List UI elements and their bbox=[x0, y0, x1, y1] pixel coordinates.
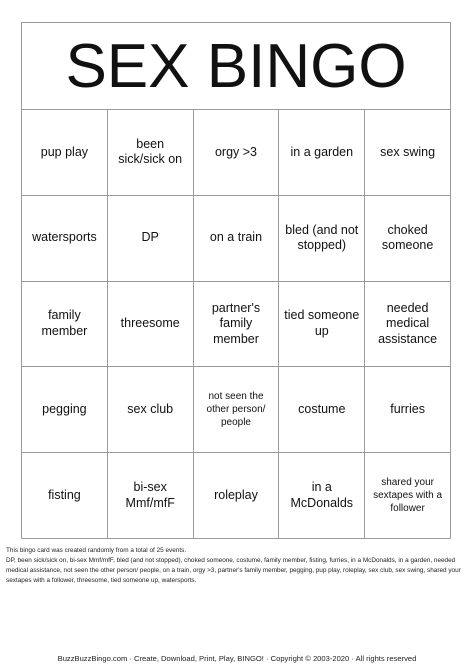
card-description-line1: This bingo card was created randomly from a total of 25 events. bbox=[6, 547, 187, 554]
bingo-title: SEX BINGO bbox=[65, 32, 407, 101]
bingo-cell: needed medical assistance bbox=[365, 282, 451, 368]
card-description bbox=[6, 546, 468, 586]
bingo-title-box bbox=[21, 22, 451, 110]
bingo-cell: pup play bbox=[22, 110, 108, 196]
bingo-cell: DP bbox=[108, 196, 194, 282]
bingo-cell: partner's family member bbox=[194, 282, 280, 368]
bingo-cell: been sick/sick on bbox=[108, 110, 194, 196]
card-description-line2: DP, been sick/sick on, bi-sex Mmf/mfF, bled (and not stopped), choked someone, costume, family member, fisting, furries, in a McDonalds, in a garden, needed medical assistance, not seen the other person/ people, on a train, orgy >3, partner's family member, pegging, pup play, roleplay, sex club, sex swing, shared your sextapes with a follower, threesome, tied someone up, watersports. bbox=[6, 556, 461, 584]
bingo-cell: shared your sextapes with a follower bbox=[365, 453, 451, 539]
bingo-cell: orgy >3 bbox=[194, 110, 280, 196]
bingo-cell: family member bbox=[22, 282, 108, 368]
bingo-cell: bled (and not stopped) bbox=[279, 196, 365, 282]
bingo-cell: threesome bbox=[108, 282, 194, 368]
bingo-cell: roleplay bbox=[194, 453, 280, 539]
bingo-cell: sex club bbox=[108, 367, 194, 453]
bingo-cell: pegging bbox=[22, 367, 108, 453]
site-footer: BuzzBuzzBingo.com · Create, Download, Print, Play, BINGO! · Copyright © 2003-2020 · All rights reserved bbox=[57, 654, 417, 663]
bingo-cell: furries bbox=[365, 367, 451, 453]
bingo-cell: tied someone up bbox=[279, 282, 365, 368]
bingo-cell: bi-sex Mmf/mfF bbox=[108, 453, 194, 539]
bingo-cell: watersports bbox=[22, 196, 108, 282]
bingo-cell: in a garden bbox=[279, 110, 365, 196]
bingo-grid bbox=[21, 109, 451, 539]
bingo-cell: costume bbox=[279, 367, 365, 453]
bingo-cell: in a McDonalds bbox=[279, 453, 365, 539]
bingo-cell: sex swing bbox=[365, 110, 451, 196]
bingo-cell: choked someone bbox=[365, 196, 451, 282]
bingo-cell: not seen the other person/ people bbox=[194, 367, 280, 453]
bingo-cell: fisting bbox=[22, 453, 108, 539]
bingo-cell: on a train bbox=[194, 196, 280, 282]
